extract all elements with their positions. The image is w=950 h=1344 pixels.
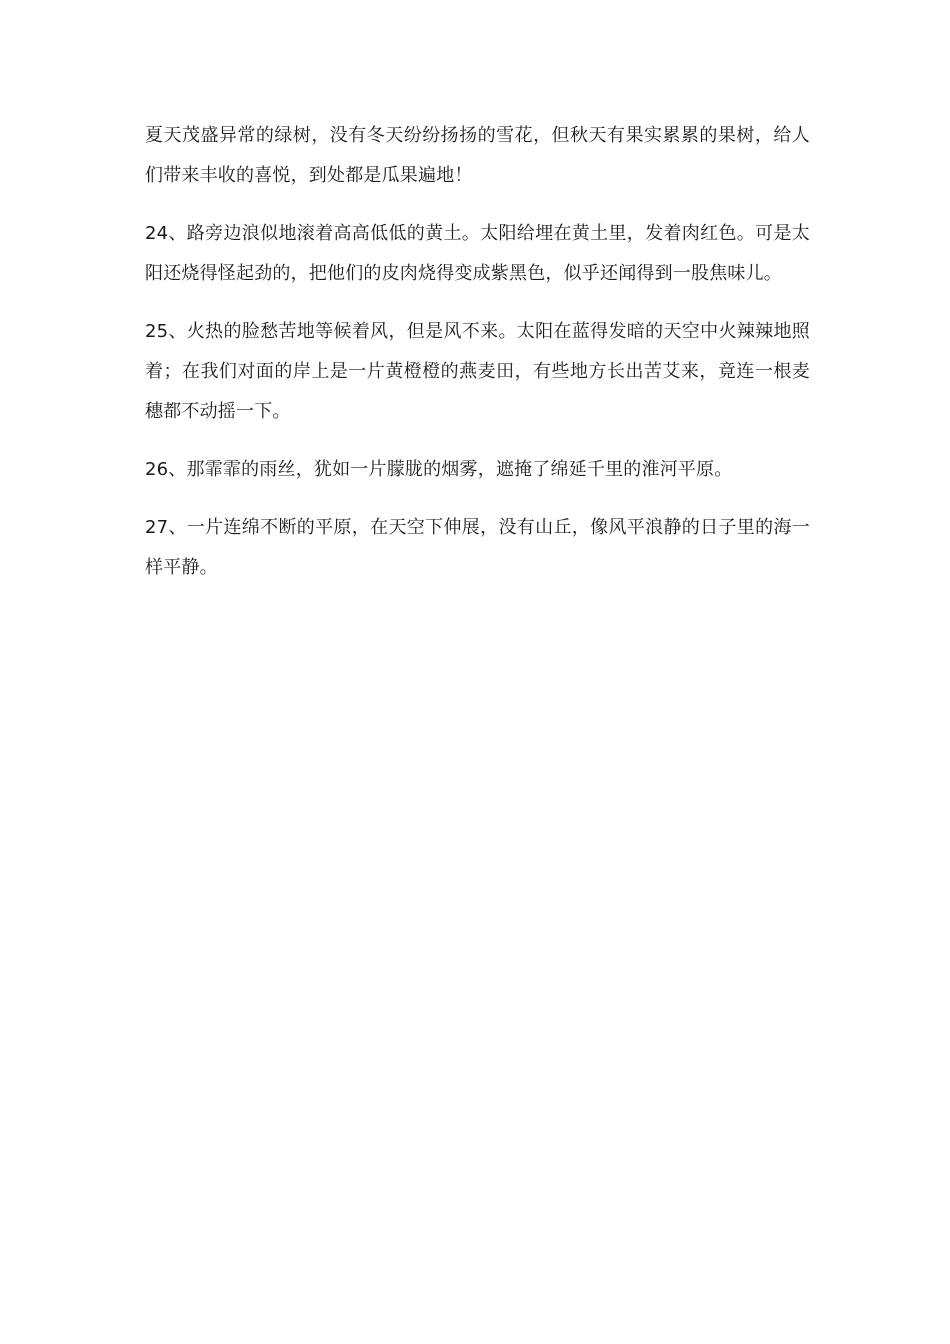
paragraph-25: 25、火热的脸愁苦地等候着风，但是风不来。太阳在蓝得发暗的天空中火辣辣地照着；在我们对面的岸上是一片黄橙橙的燕麦田，有些地方长出苦艾来，竟连一根麦穗都不动摇一下。 [145,321,810,422]
paragraph-26: 26、那霏霏的雨丝，犹如一片朦胧的烟雾，遮掩了绵延千里的淮河平原。 [145,459,733,480]
document-body [145,116,810,606]
paragraph-24: 24、路旁边浪似地滚着高高低低的黄土。太阳给埋在黄土里，发着肉红色。可是太阳还烧得怪起劲的，把他们的皮肉烧得变成紫黑色，似乎还闻得到一股焦味儿。 [145,223,810,284]
paragraph-27: 27、一片连绵不断的平原，在天空下伸展，没有山丘，像风平浪静的日子里的海一样平静。 [145,517,810,578]
paragraph-continuation: 夏天茂盛异常的绿树，没有冬天纷纷扬扬的雪花，但秋天有果实累累的果树，给人们带来丰收的喜悦，到处都是瓜果遍地！ [145,125,810,186]
